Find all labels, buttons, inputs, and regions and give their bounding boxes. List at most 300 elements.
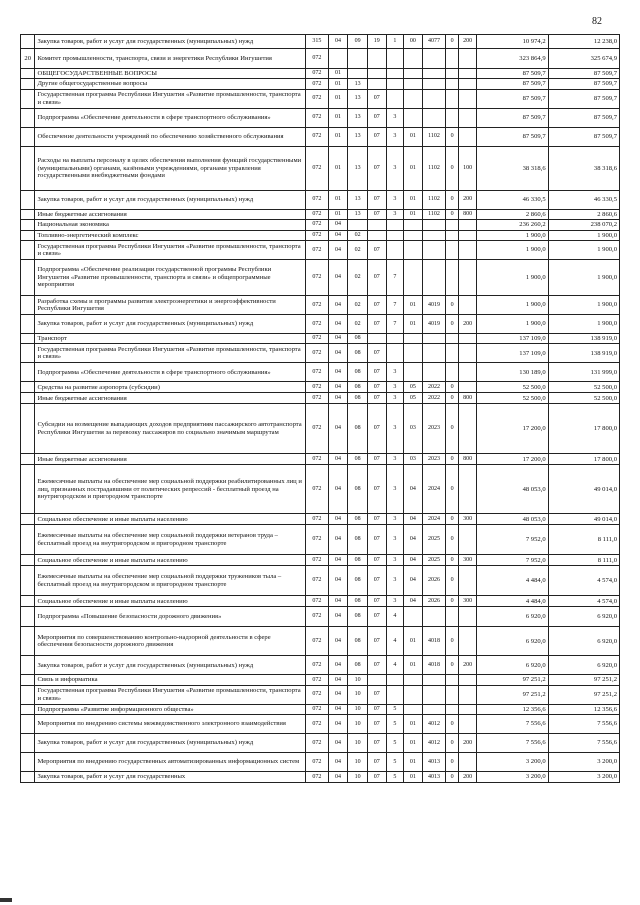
code-cell: 3 [386,127,404,146]
amount-cell: 1 900,0 [548,259,619,295]
code-cell: 08 [348,344,368,363]
code-cell: 800 [458,454,477,465]
code-cell: 01 [404,295,423,314]
code-cell: 3 [386,514,404,525]
amount-cell: 1 900,0 [548,240,619,259]
amount-cell: 137 109,0 [477,333,548,343]
code-cell: 0 [446,627,458,656]
code-cell [458,89,477,108]
code-cell: 02 [348,295,368,314]
code-cell: 072 [306,79,329,89]
code-cell: 3 [386,465,404,514]
code-cell: 08 [348,363,368,382]
code-cell: 04 [328,259,348,295]
code-cell [446,89,458,108]
row-number-cell [21,35,35,49]
table-row [21,89,620,108]
amount-cell: 2 860,6 [548,209,619,219]
code-cell: 07 [367,89,386,108]
item-name-cell: Мероприятия по внедрению системы межведомственного электронного взаимодействия [35,715,306,734]
code-cell: 00 [404,35,423,49]
code-cell: 01 [404,715,423,734]
code-cell [386,69,404,79]
code-cell: 4013 [422,753,446,772]
code-cell: 5 [386,734,404,753]
code-cell: 13 [348,190,368,209]
code-cell: 01 [404,734,423,753]
item-name-cell: Иные бюджетные ассигнования [35,209,306,219]
item-name-cell: Транспорт [35,333,306,343]
table-row [21,35,620,49]
amount-cell: 7 952,0 [477,525,548,555]
amount-cell: 12 356,6 [477,704,548,714]
code-cell [422,79,446,89]
code-cell: 3 [386,525,404,555]
amount-cell: 87 509,7 [477,79,548,89]
code-cell [458,69,477,79]
code-cell: 072 [306,404,329,454]
code-cell: 07 [367,454,386,465]
amount-cell: 7 556,6 [477,734,548,753]
code-cell: 3 [386,190,404,209]
table-row [21,146,620,190]
code-cell: 2024 [422,514,446,525]
code-cell: 3 [386,454,404,465]
code-cell [422,49,446,69]
code-cell: 04 [328,566,348,596]
row-number-cell [21,314,35,333]
table-row [21,404,620,454]
code-cell: 13 [348,108,368,127]
amount-cell: 48 053,0 [477,514,548,525]
code-cell: 200 [458,314,477,333]
amount-cell: 17 800,0 [548,404,619,454]
code-cell: 300 [458,514,477,525]
code-cell [367,69,386,79]
amount-cell: 52 500,0 [477,393,548,404]
table-row [21,715,620,734]
code-cell: 072 [306,555,329,566]
table-row [21,209,620,219]
code-cell: 04 [404,566,423,596]
code-cell: 07 [367,314,386,333]
code-cell: 072 [306,314,329,333]
amount-cell: 2 860,6 [477,209,548,219]
code-cell [458,465,477,514]
row-number-cell [21,525,35,555]
item-name-cell: Иные бюджетные ассигнования [35,454,306,465]
amount-cell: 97 251,2 [548,685,619,704]
item-name-cell: Иные бюджетные ассигнования [35,393,306,404]
amount-cell: 4 574,0 [548,596,619,607]
code-cell: 08 [348,555,368,566]
code-cell: 072 [306,704,329,714]
code-cell [458,240,477,259]
code-cell: 10 [348,772,368,783]
item-name-cell: Государственная программа Республики Ингушетия «Развитие промышленности, транспорта и связи» [35,240,306,259]
row-number-cell [21,704,35,714]
item-name-cell: Связь и информатика [35,675,306,685]
code-cell: 0 [446,404,458,454]
code-cell: 01 [404,753,423,772]
amount-cell: 236 260,2 [477,220,548,230]
item-name-cell: Ежемесячные выплаты на обеспечение мер социальной поддержки тружеников тыла – бесплатный проезд на внутригородском и пригородном транспорте [35,566,306,596]
code-cell: 07 [367,382,386,393]
code-cell: 2024 [422,465,446,514]
code-cell [367,220,386,230]
code-cell [458,753,477,772]
code-cell [386,230,404,240]
amount-cell: 48 053,0 [477,465,548,514]
code-cell: 0 [446,382,458,393]
amount-cell: 138 919,0 [548,344,619,363]
table-row [21,344,620,363]
code-cell [458,230,477,240]
code-cell: 0 [446,656,458,675]
amount-cell: 87 509,7 [477,108,548,127]
code-cell: 04 [328,514,348,525]
code-cell: 072 [306,49,329,69]
code-cell: 072 [306,108,329,127]
item-name-cell: Разработка схемы и программы развития электроэнергетики и энергоэффективности Республики Ингушетия [35,295,306,314]
code-cell: 01 [328,209,348,219]
code-cell [458,108,477,127]
code-cell [367,333,386,343]
item-name-cell: Комитет промышленности, транспорта, связи и энергетики Республики Ингушетия [35,49,306,69]
code-cell: 0 [446,514,458,525]
code-cell [367,675,386,685]
item-name-cell: Государственная программа Республики Ингушетия «Развитие промышленности, транспорта и связи» [35,685,306,704]
code-cell: 08 [348,596,368,607]
item-name-cell: Социальное обеспечение и иные выплаты населению [35,514,306,525]
item-name-cell: Национальная экономика [35,220,306,230]
table-row [21,675,620,685]
amount-cell: 7 556,6 [548,715,619,734]
code-cell: 3 [386,363,404,382]
table-row [21,259,620,295]
code-cell: 07 [367,404,386,454]
code-cell [404,69,423,79]
table-row [21,607,620,627]
code-cell: 07 [367,465,386,514]
amount-cell: 46 330,5 [477,190,548,209]
table-row [21,79,620,89]
code-cell: 13 [348,146,368,190]
code-cell: 3 [386,209,404,219]
code-cell [446,259,458,295]
code-cell: 07 [367,627,386,656]
code-cell [348,220,368,230]
amount-cell: 7 952,0 [477,555,548,566]
amount-cell: 3 200,0 [477,772,548,783]
row-number-cell [21,772,35,783]
code-cell: 072 [306,333,329,343]
row-number-cell [21,190,35,209]
code-cell: 2022 [422,382,446,393]
code-cell: 0 [446,772,458,783]
code-cell: 072 [306,607,329,627]
row-number-cell [21,333,35,343]
code-cell [422,259,446,295]
code-cell: 3 [386,404,404,454]
code-cell [458,220,477,230]
code-cell [422,89,446,108]
code-cell: 04 [328,555,348,566]
code-cell: 4018 [422,656,446,675]
code-cell [422,230,446,240]
code-cell: 01 [328,108,348,127]
code-cell [458,607,477,627]
row-number-cell: 20 [21,49,35,69]
page-number: 82 [592,16,602,27]
code-cell: 0 [446,35,458,49]
code-cell [386,675,404,685]
code-cell: 5 [386,704,404,714]
code-cell: 04 [328,454,348,465]
amount-cell: 97 251,2 [477,675,548,685]
row-number-cell [21,363,35,382]
code-cell: 0 [446,190,458,209]
code-cell: 100 [458,146,477,190]
amount-cell: 4 574,0 [548,566,619,596]
amount-cell: 131 999,0 [548,363,619,382]
code-cell: 07 [367,295,386,314]
code-cell: 04 [328,753,348,772]
code-cell: 08 [348,454,368,465]
code-cell: 800 [458,209,477,219]
table-row [21,314,620,333]
amount-cell: 6 920,0 [548,607,619,627]
item-name-cell: Социальное обеспечение и иные выплаты населению [35,596,306,607]
row-number-cell [21,108,35,127]
amount-cell: 6 920,0 [477,656,548,675]
code-cell: 1102 [422,190,446,209]
code-cell: 072 [306,675,329,685]
code-cell: 0 [446,555,458,566]
row-number-cell [21,454,35,465]
code-cell: 01 [328,69,348,79]
table-row [21,753,620,772]
code-cell: 04 [328,656,348,675]
table-row [21,772,620,783]
code-cell: 01 [404,146,423,190]
code-cell: 07 [367,704,386,714]
code-cell: 200 [458,656,477,675]
item-name-cell: Подпрограмма «Повышение безопасности дорожного движения» [35,607,306,627]
code-cell: 04 [328,220,348,230]
code-cell: 08 [348,382,368,393]
amount-cell: 49 014,0 [548,514,619,525]
code-cell [404,363,423,382]
table-row [21,127,620,146]
amount-cell: 1 900,0 [477,230,548,240]
code-cell: 04 [328,333,348,343]
code-cell: 08 [348,465,368,514]
code-cell: 072 [306,69,329,79]
code-cell [458,295,477,314]
code-cell [422,675,446,685]
code-cell: 01 [328,79,348,89]
code-cell [386,333,404,343]
code-cell: 3 [386,555,404,566]
code-cell: 0 [446,209,458,219]
code-cell: 1102 [422,127,446,146]
code-cell: 03 [404,454,423,465]
row-number-cell [21,344,35,363]
code-cell: 04 [328,525,348,555]
item-name-cell: Средства на развитие аэропорта (субсидии) [35,382,306,393]
code-cell: 072 [306,344,329,363]
code-cell: 072 [306,734,329,753]
code-cell: 7 [386,259,404,295]
row-number-cell [21,240,35,259]
code-cell [422,108,446,127]
item-name-cell: Ежемесячные выплаты на обеспечение мер социальной поддержки ветеранов труда – бесплатный проезд на внутригородском и пригородном транспорте [35,525,306,555]
table-row [21,627,620,656]
row-number-cell [21,596,35,607]
row-number-cell [21,566,35,596]
code-cell: 4012 [422,734,446,753]
code-cell [404,259,423,295]
amount-cell: 3 200,0 [548,772,619,783]
amount-cell: 6 920,0 [477,607,548,627]
code-cell [404,704,423,714]
code-cell [386,89,404,108]
code-cell: 4013 [422,772,446,783]
amount-cell: 52 500,0 [477,382,548,393]
item-name-cell: Другие общегосударственные вопросы [35,79,306,89]
row-number-cell [21,627,35,656]
code-cell: 08 [348,627,368,656]
code-cell [422,685,446,704]
code-cell [458,715,477,734]
item-name-cell: Подпрограмма «Обеспечение деятельности в сфере транспортного обслуживания» [35,363,306,382]
amount-cell: 12 356,6 [548,704,619,714]
code-cell: 07 [367,596,386,607]
code-cell: 08 [348,566,368,596]
code-cell [422,220,446,230]
code-cell: 07 [367,514,386,525]
code-cell: 02 [348,230,368,240]
code-cell: 5 [386,753,404,772]
code-cell [404,220,423,230]
item-name-cell: Ежемесячные выплаты на обеспечение мер социальной поддержки реабилитированных лиц и лиц, признанных пострадавшими от политических репрессий - бесплатный проезд на внутригородском и пригородном транспорте [35,465,306,514]
table-row [21,363,620,382]
code-cell: 3 [386,146,404,190]
row-number-cell [21,209,35,219]
table-row [21,333,620,343]
code-cell: 072 [306,230,329,240]
code-cell: 0 [446,734,458,753]
code-cell [446,230,458,240]
code-cell: 0 [446,465,458,514]
amount-cell: 323 864,9 [477,49,548,69]
amount-cell: 12 238,0 [548,35,619,49]
item-name-cell: Закупка товаров, работ и услуг для государственных (муниципальных) нужд [35,656,306,675]
code-cell: 10 [348,675,368,685]
code-cell: 2023 [422,454,446,465]
row-number-cell [21,675,35,685]
table-row [21,382,620,393]
row-number-cell [21,685,35,704]
amount-cell: 6 920,0 [477,627,548,656]
code-cell: 300 [458,596,477,607]
code-cell: 01 [404,127,423,146]
amount-cell: 97 251,2 [548,675,619,685]
code-cell: 072 [306,190,329,209]
code-cell [446,363,458,382]
code-cell: 02 [348,240,368,259]
table-row [21,454,620,465]
amount-cell: 17 800,0 [548,454,619,465]
code-cell [422,607,446,627]
code-cell: 072 [306,656,329,675]
code-cell [458,525,477,555]
code-cell: 072 [306,772,329,783]
code-cell [458,333,477,343]
code-cell [367,230,386,240]
item-name-cell: Расходы на выплаты персоналу в целях обеспечения выполнения функций государственными (муниципальными) органами, казёнными учреждениями, органами управления государственными внебюджетными фондами [35,146,306,190]
amount-cell: 325 674,9 [548,49,619,69]
amount-cell: 1 900,0 [548,314,619,333]
code-cell: 07 [367,566,386,596]
amount-cell: 6 920,0 [548,656,619,675]
code-cell [404,230,423,240]
amount-cell: 87 509,7 [548,108,619,127]
code-cell [458,127,477,146]
code-cell: 072 [306,240,329,259]
code-cell [458,685,477,704]
code-cell: 07 [367,363,386,382]
code-cell: 0 [446,314,458,333]
code-cell [446,344,458,363]
code-cell [422,344,446,363]
amount-cell: 38 318,6 [548,146,619,190]
code-cell: 01 [404,627,423,656]
code-cell: 04 [404,525,423,555]
code-cell [386,220,404,230]
row-number-cell [21,295,35,314]
code-cell [446,685,458,704]
code-cell [404,685,423,704]
item-name-cell: Закупка товаров, работ и услуг для государственных (муниципальных) нужд [35,35,306,49]
code-cell: 01 [404,209,423,219]
amount-cell: 1 900,0 [477,295,548,314]
table-row [21,240,620,259]
code-cell: 04 [328,675,348,685]
row-number-cell [21,404,35,454]
code-cell: 4 [386,656,404,675]
code-cell [458,566,477,596]
code-cell: 2025 [422,525,446,555]
code-cell: 05 [404,393,423,404]
amount-cell: 87 509,7 [477,127,548,146]
item-name-cell: Подпрограмма «Обеспечение реализации государственной программы Республики Ингушетия «Развитие промышленности, транспорта и связи» и общепрограммные мероприятия [35,259,306,295]
code-cell [458,675,477,685]
code-cell: 07 [367,753,386,772]
code-cell [422,240,446,259]
amount-cell: 87 509,7 [548,69,619,79]
code-cell [446,240,458,259]
item-name-cell: Обеспечение деятельности учреждений по обеспечению хозяйственного обслуживания [35,127,306,146]
code-cell: 07 [367,127,386,146]
code-cell: 01 [328,127,348,146]
code-cell: 4019 [422,295,446,314]
item-name-cell: Социальное обеспечение и иные выплаты населению [35,555,306,566]
code-cell: 072 [306,127,329,146]
code-cell: 10 [348,734,368,753]
code-cell: 0 [446,753,458,772]
